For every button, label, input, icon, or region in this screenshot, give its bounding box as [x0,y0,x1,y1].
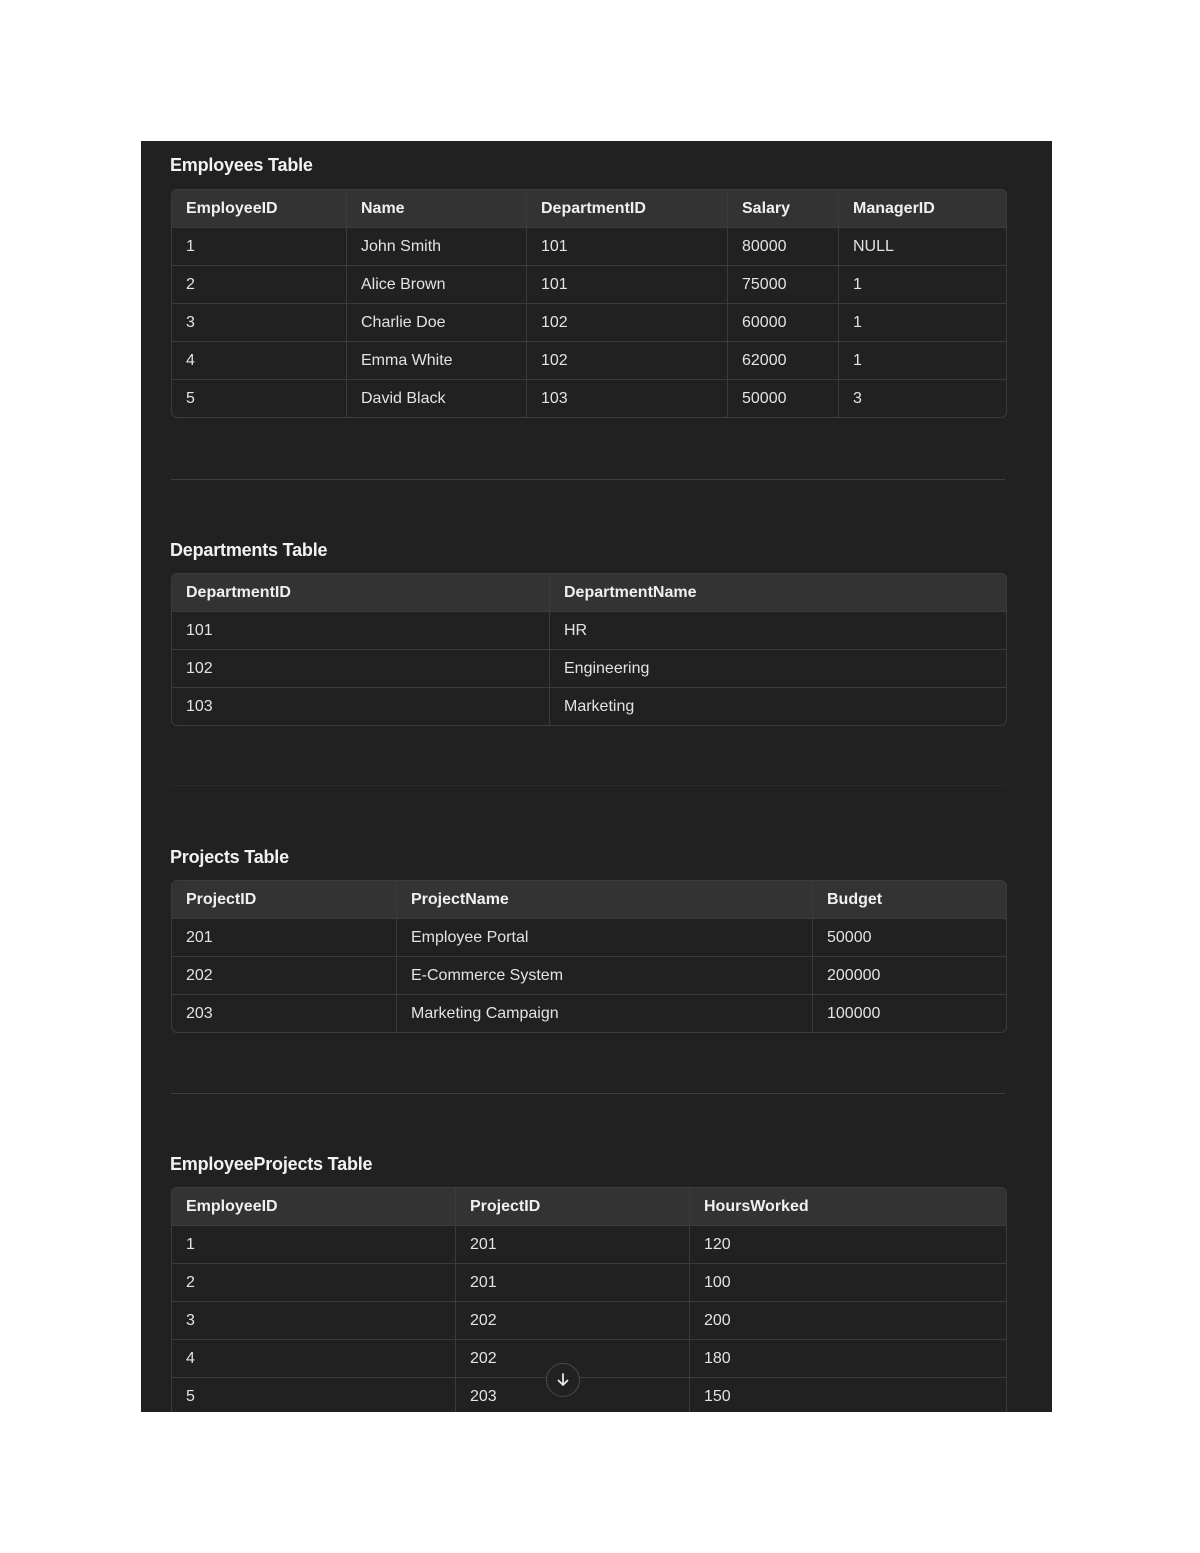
arrow-down-icon [555,1372,571,1388]
table-cell: 1 [172,228,346,266]
table-row [172,919,1006,957]
table-cell: 4 [172,1340,455,1378]
table-cell: John Smith [346,228,526,266]
table-row [172,266,1006,304]
table-cell: 202 [172,957,396,995]
table-cell: 102 [172,650,549,688]
table-cell: 1 [838,304,1006,342]
table-cell: 5 [186,389,195,407]
table-cell: 201 [455,1226,689,1264]
table-cell: Employee Portal [396,919,812,957]
table-row [172,612,1006,650]
table-cell: 80000 [727,228,838,266]
table-row [172,995,1006,1032]
column-header: ProjectName [396,881,812,919]
table-cell: Engineering [549,650,1006,688]
table-row [172,304,1006,342]
departments-table [171,573,1007,726]
column-header: Budget [812,881,1006,919]
table-cell: 3 [172,1302,455,1340]
employees-table [171,189,1007,418]
table-cell: Emma White [346,342,526,380]
table-cell: 202 [455,1302,689,1340]
column-header: HoursWorked [689,1188,1006,1226]
column-header: Salary [727,190,838,228]
table-cell: Alice Brown [346,266,526,304]
table-cell: 62000 [727,342,838,380]
column-header: Name [346,190,526,228]
table-row [172,342,1006,380]
table-cell: 100 [689,1264,1006,1302]
column-header: DepartmentID [526,190,727,228]
column-header: DepartmentID [172,574,549,612]
table-cell: 201 [172,919,396,957]
table-cell: HR [549,612,1006,650]
table-header-row [172,574,1006,612]
table-cell: 60000 [727,304,838,342]
table-cell: 2 [172,1264,455,1302]
table-row [172,228,1006,266]
table-cell: E-Commerce System [396,957,812,995]
table-row [172,1378,1006,1412]
table-header-row [172,1188,1006,1226]
table-row [172,1302,1006,1340]
table-row [172,380,1006,417]
table-cell: 203 [455,1378,689,1412]
table-row [172,650,1006,688]
table-cell: 75000 [727,266,838,304]
section-divider [171,479,1005,480]
table-cell: 1 [838,342,1006,380]
table-cell: 101 [172,612,549,650]
table-cell: 101 [526,266,727,304]
table-cell: 5 [186,1387,195,1405]
table-row [172,957,1006,995]
table-cell: 202 [455,1340,689,1378]
chat-response-panel [141,141,1052,1412]
table-cell: 200000 [812,957,1006,995]
table-cell: 203 [186,1004,213,1022]
table-cell: 4 [172,342,346,380]
table-cell: 103 [526,380,727,417]
table-cell: 103 [186,697,213,715]
table-cell: 200 [689,1302,1006,1340]
employee-projects-table-title: EmployeeProjects Table [170,1154,373,1174]
table-cell: 120 [689,1226,1006,1264]
table-row [172,1340,1006,1378]
table-header-row [172,190,1006,228]
employees-table-title: Employees Table [170,155,313,175]
column-header: ProjectID [455,1188,689,1226]
column-header: EmployeeID [172,190,346,228]
employee-projects-table [171,1187,1007,1412]
section-divider [171,1093,1005,1094]
table-cell: 2 [172,266,346,304]
table-cell: 100000 [812,995,1006,1032]
table-cell: Marketing [549,688,1006,725]
table-cell: Marketing Campaign [396,995,812,1032]
section-divider [171,785,1005,786]
table-cell: 50000 [812,919,1006,957]
scroll-to-bottom-button[interactable] [546,1363,580,1397]
table-cell: Charlie Doe [346,304,526,342]
table-cell: 1 [172,1226,455,1264]
table-row [172,1226,1006,1264]
table-cell: 102 [526,304,727,342]
table-cell: 150 [689,1378,1006,1412]
column-header: DepartmentName [549,574,1006,612]
table-cell: 180 [689,1340,1006,1378]
column-header: ManagerID [838,190,1006,228]
table-cell: NULL [838,228,1006,266]
table-cell: David Black [346,380,526,417]
table-cell: 101 [526,228,727,266]
table-row [172,688,1006,725]
table-cell: 201 [455,1264,689,1302]
table-header-row [172,881,1006,919]
column-header: ProjectID [172,881,396,919]
departments-table-title: Departments Table [170,540,328,560]
projects-table-title: Projects Table [170,847,289,867]
table-cell: 3 [172,304,346,342]
table-cell: 1 [838,266,1006,304]
column-header: EmployeeID [172,1188,455,1226]
table-row [172,1264,1006,1302]
projects-table [171,880,1007,1033]
table-cell: 50000 [727,380,838,417]
table-cell: 102 [526,342,727,380]
table-cell: 3 [838,380,1006,417]
